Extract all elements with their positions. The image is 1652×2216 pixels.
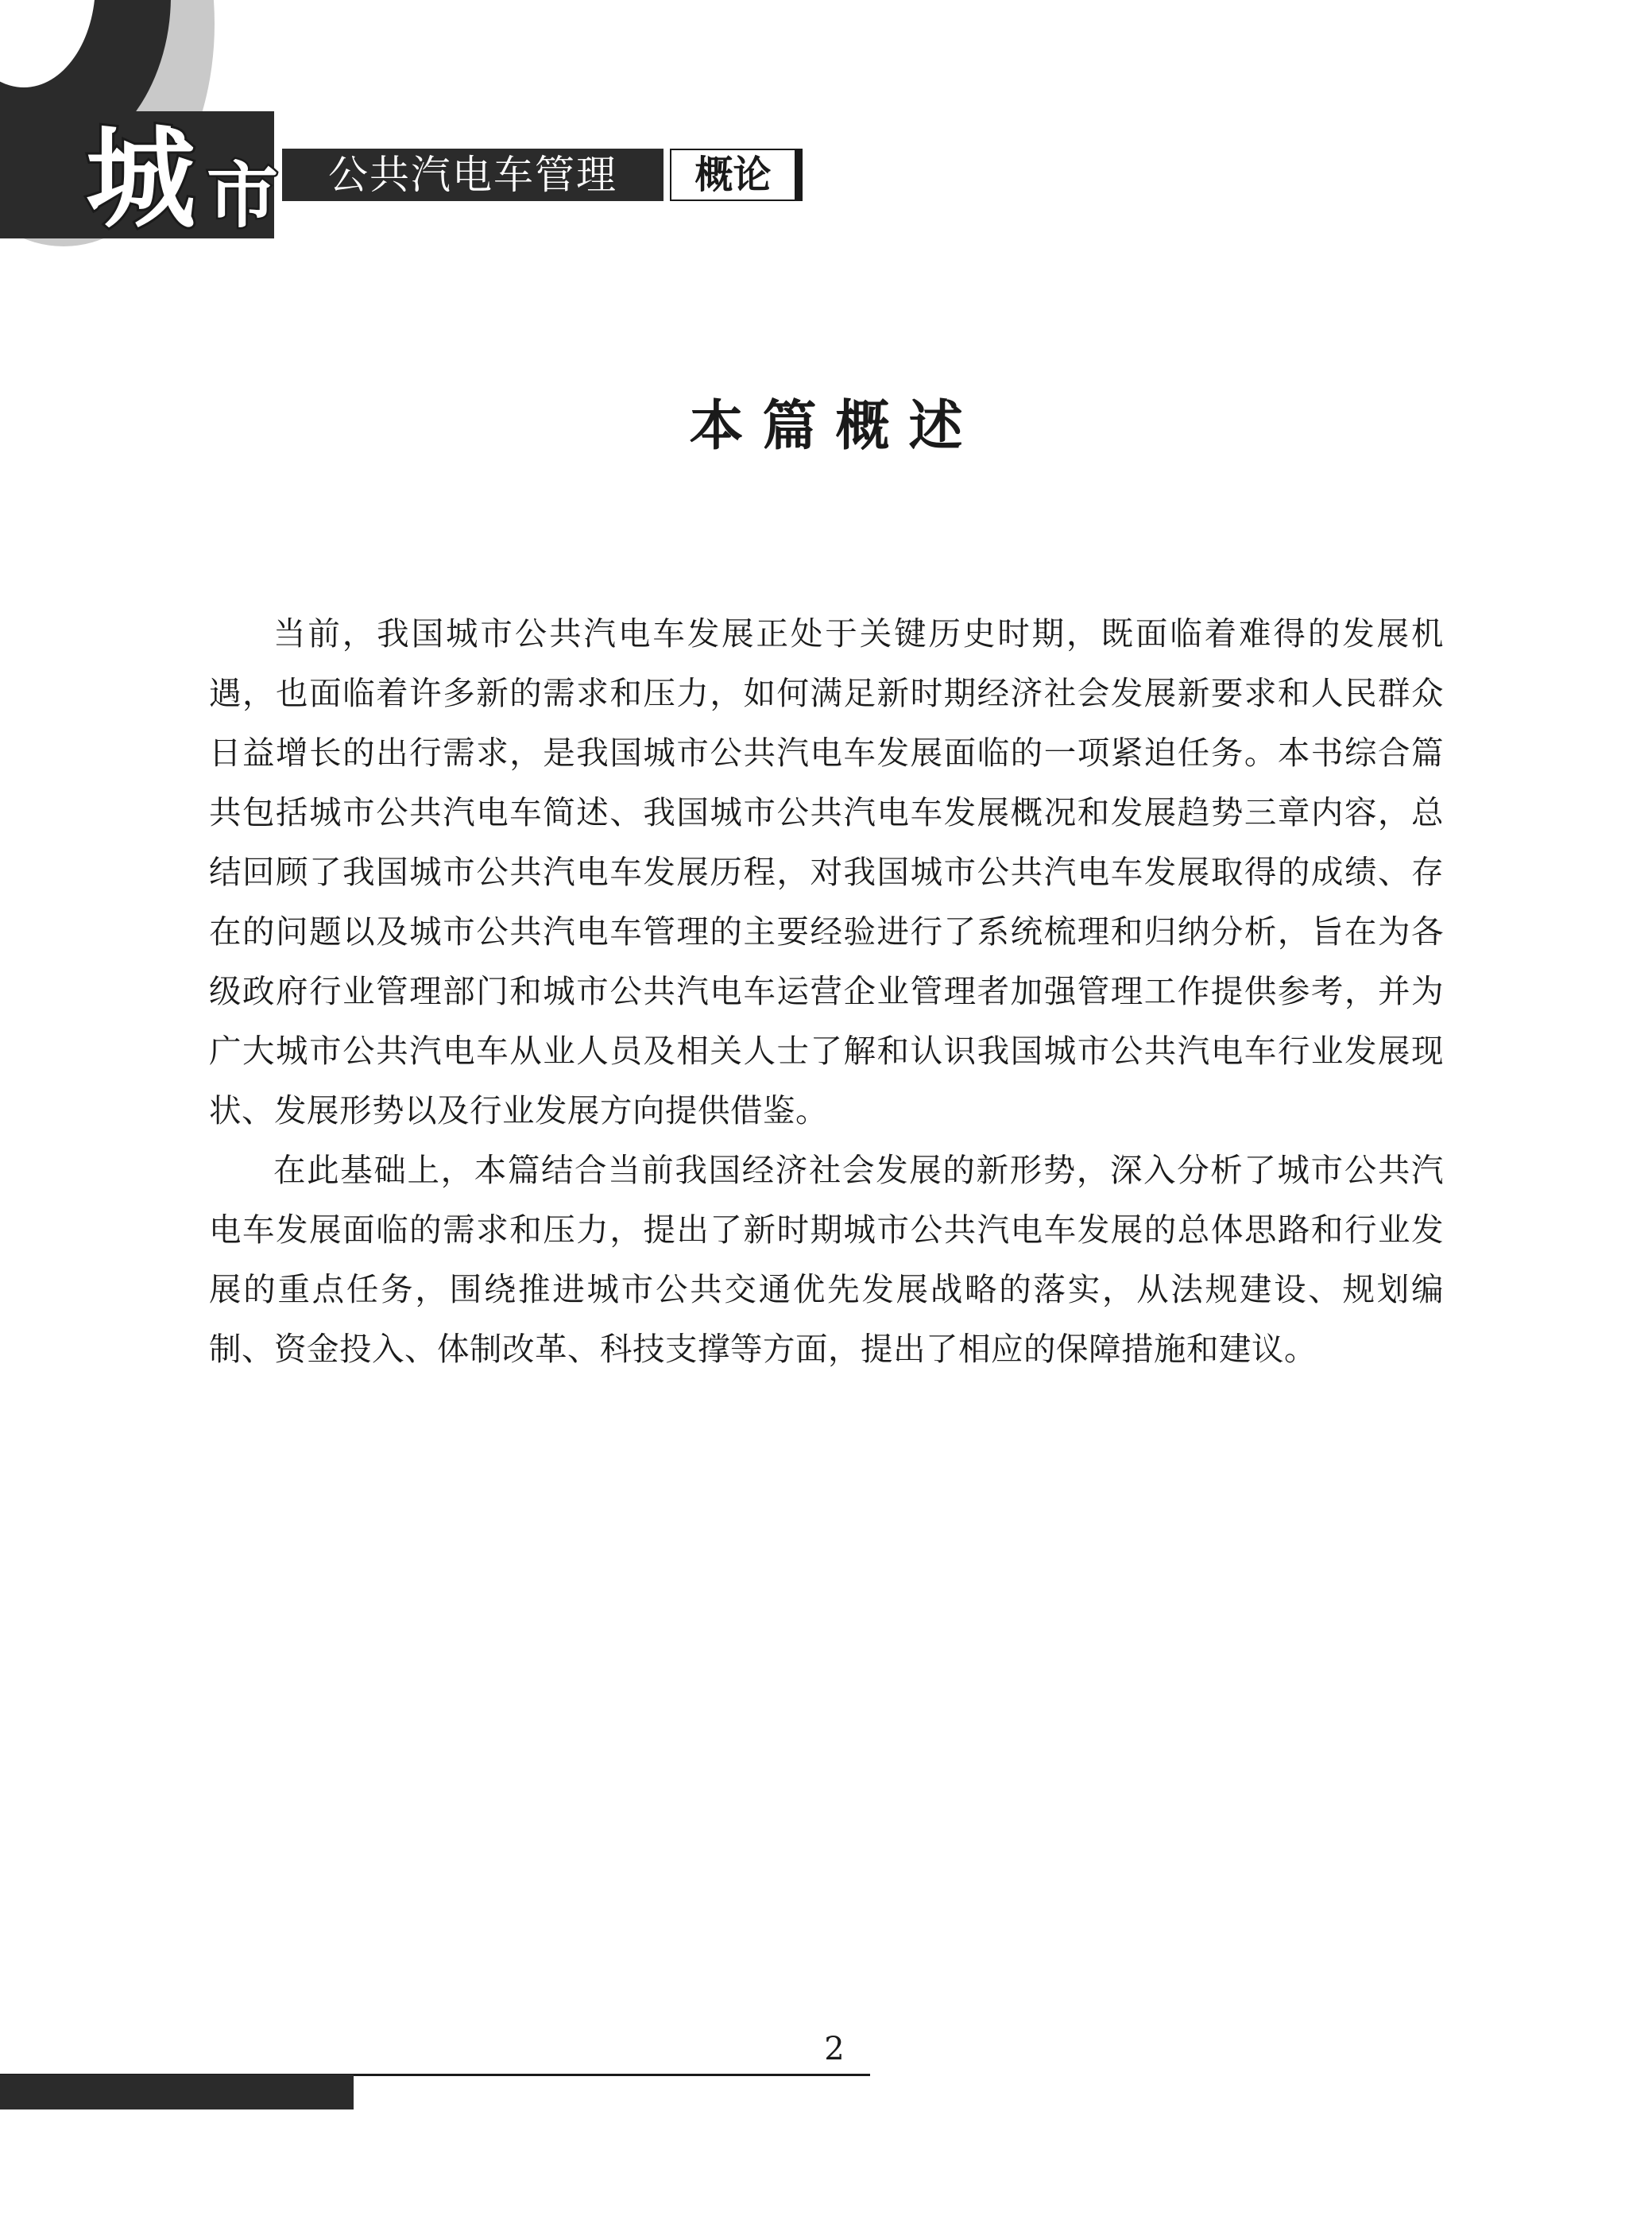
header-logo-char-big: 城 bbox=[86, 114, 190, 243]
page-number: 2 bbox=[824, 2031, 845, 2067]
header-book-subtitle: 概论 bbox=[670, 149, 803, 201]
paragraph-1: 当前，我国城市公共汽电车发展正处于关键历史时期，既面临着难得的发展机遇，也面临着许多新的需求和压力，如何满足新时期经济社会发展新要求和人民群众日益增长的出行需求，是我国城市公共汽电车发展面临的一项紧迫任务。本书综合篇共包括城市公共汽电车简述、我国城市公共汽电车发展概况和发展趋势三章内容，总结回顾了我国城市公共汽电车发展历程，对我国城市公共汽电车发展取得的成绩、存在的问题以及城市公共汽电车管理的主要经验进行了系统梳理和归纳分析，旨在为各级政府行业管理部门和城市公共汽电车运营企业管理者加强管理工作提供参考，并为广大城市公共汽电车从业人员及相关人士了解和认识我国城市公共汽电车行业发展现状、发展形势以及行业发展方向提供借鉴。 bbox=[209, 614, 1444, 1129]
page-title: 本篇概述 bbox=[689, 395, 982, 458]
paragraph-2: 在此基础上，本篇结合当前我国经济社会发展的新形势，深入分析了城市公共汽电车发展面临的需求和压力，提出了新时期城市公共汽电车发展的总体思路和行业发展的重点任务，围绕推进城市公共交通优先发展战略的落实，从法规建设、规划编制、资金投入、体制改革、科技支撑等方面，提出了相应的保障措施和建议。 bbox=[209, 1151, 1444, 1368]
footer-dark-bar bbox=[0, 2075, 354, 2109]
header-logo-char-small: 市 bbox=[207, 153, 278, 238]
header-book-title: 公共汽电车管理 bbox=[282, 149, 664, 201]
body-text bbox=[209, 604, 1444, 1379]
